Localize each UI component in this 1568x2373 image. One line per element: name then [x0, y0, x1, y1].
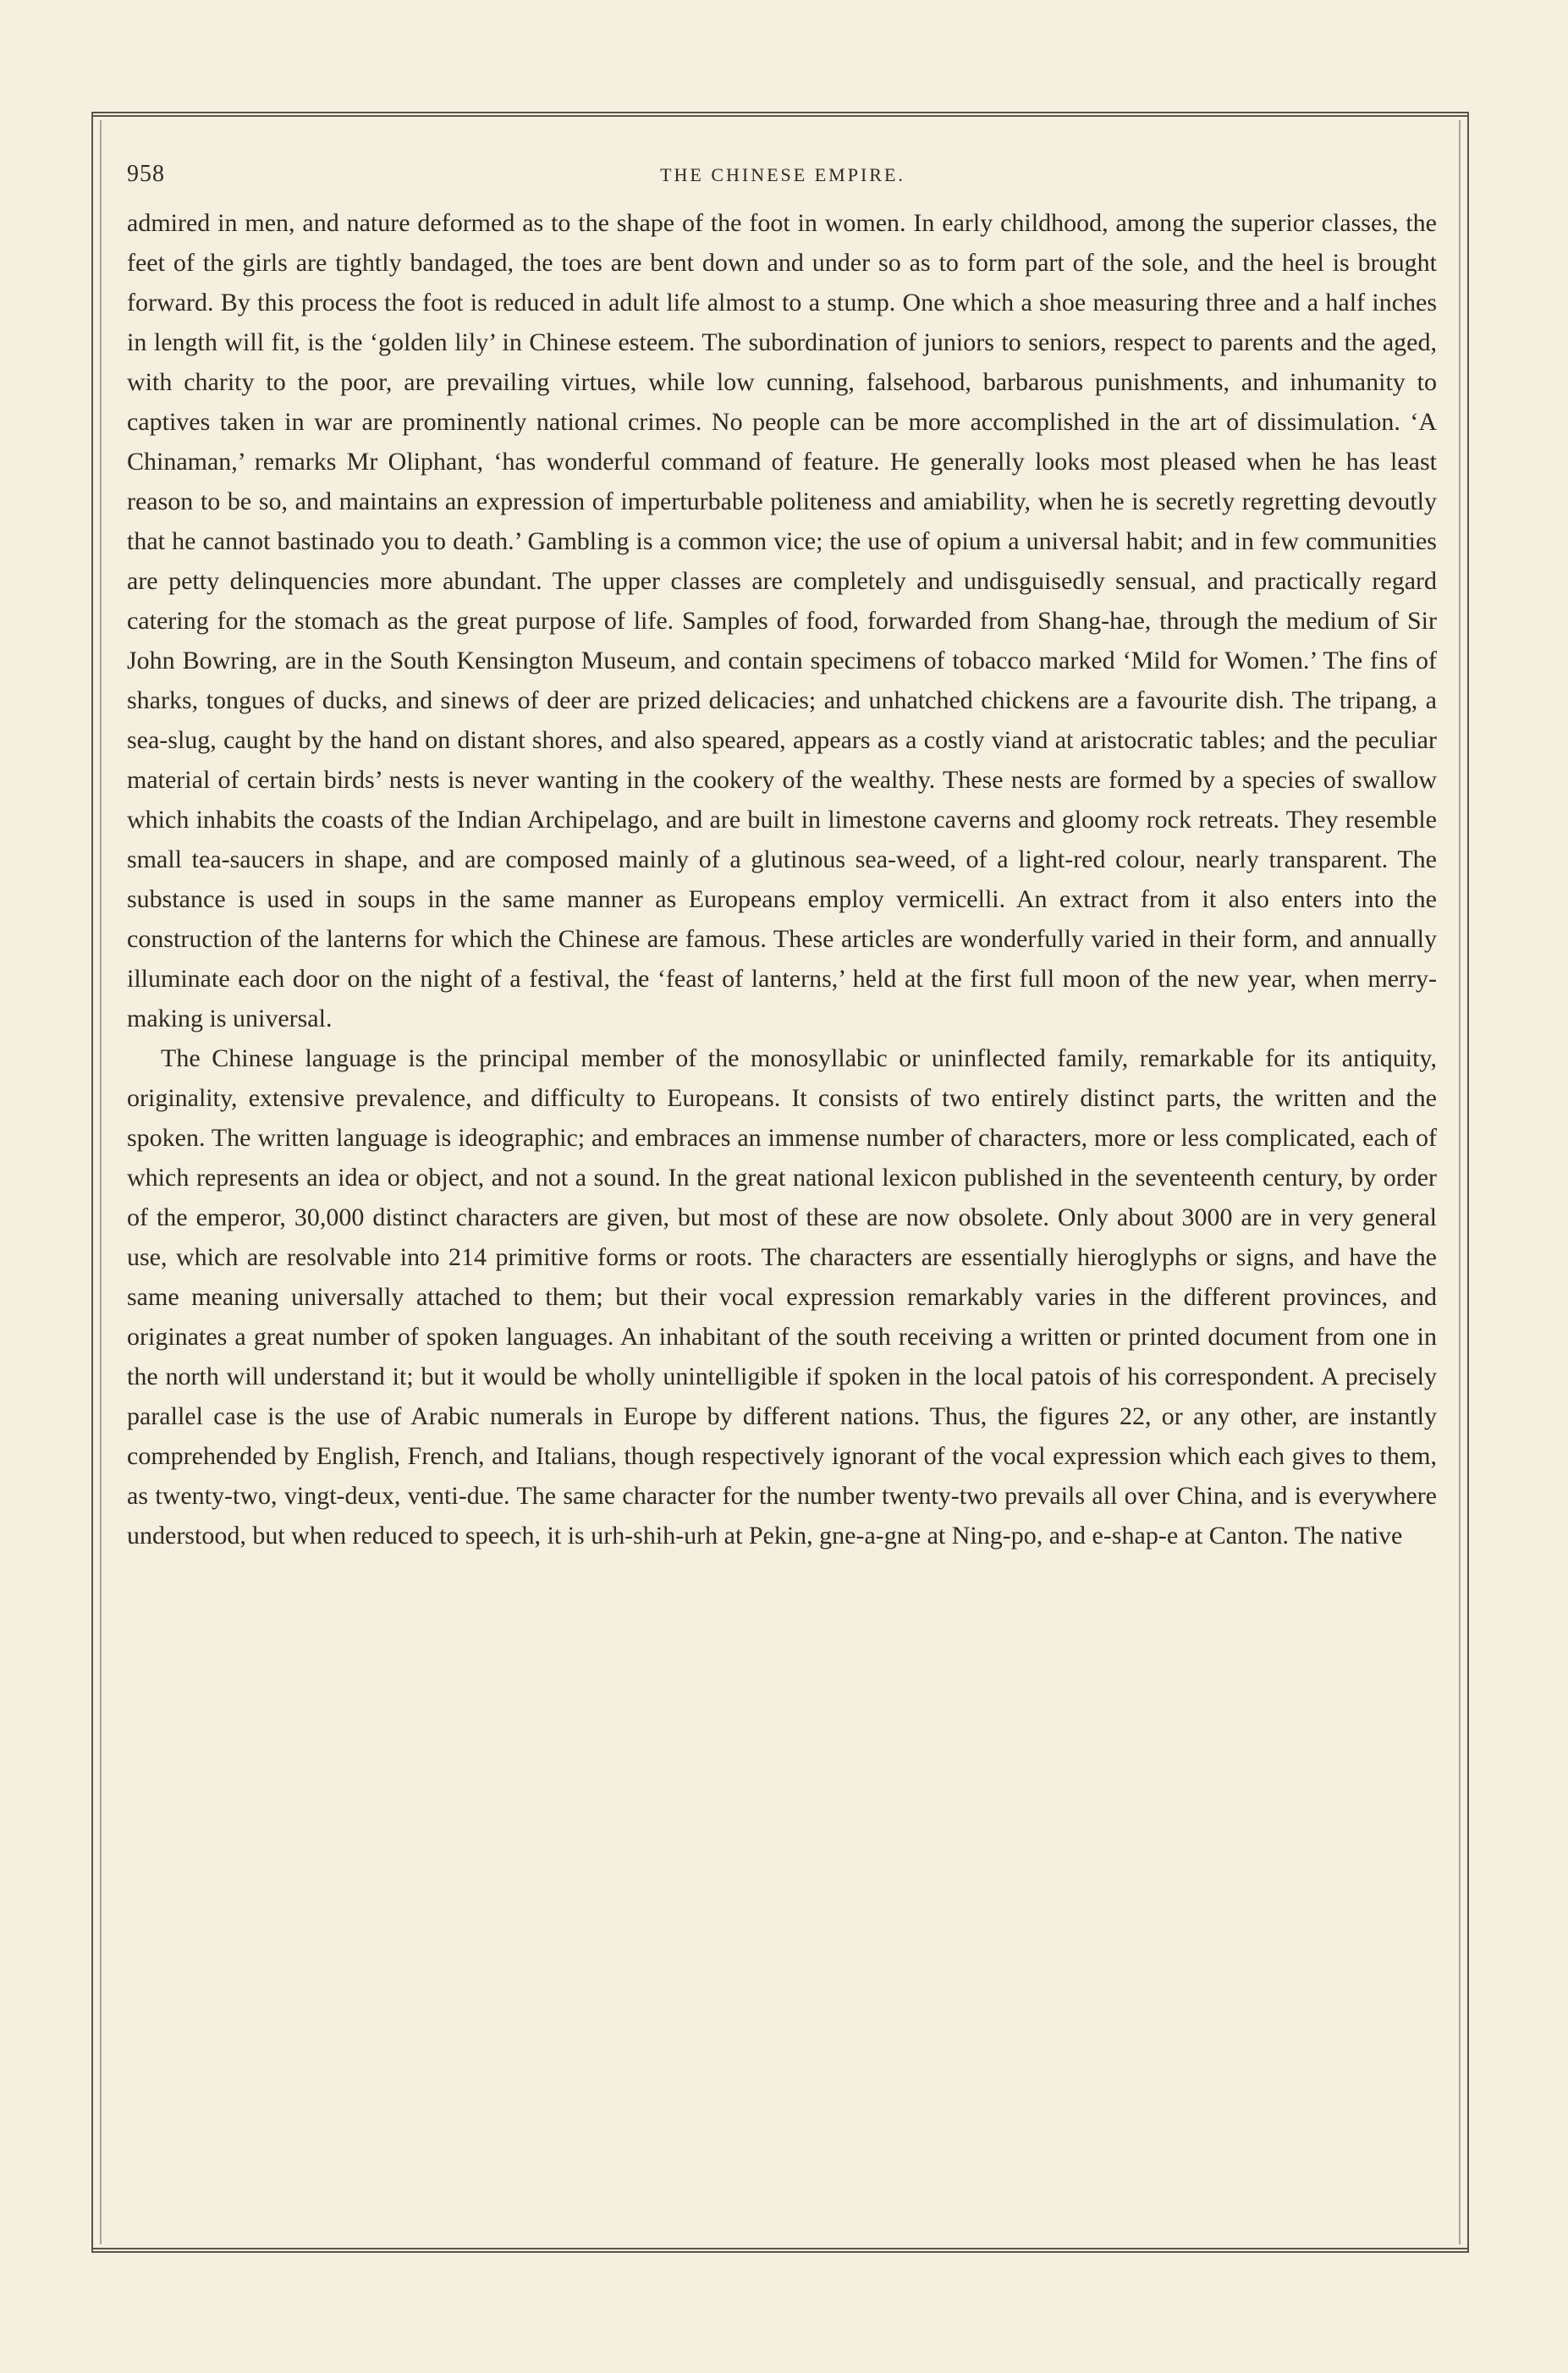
paragraph: admired in men, and nature deformed as to the shape of the foot in women. In early childhood, among the superior classes, the feet of the girls are tightly bandaged, the toes are bent down and under so as to form part of the sole, and the heel is brought forward. By this process the foot is reduced in adult life almost to a stump. One which a shoe measuring three and a half inches in length will fit, is the ‘golden lily’ in Chinese esteem. The subordination of juniors to seniors, respect to parents and the aged, with charity to the poor, are prevailing virtues, while low cunning, falsehood, barbarous punishments, and inhumanity to captives taken in war are prominently national crimes. No people can be more accomplished in the art of dissimulation. ‘A Chinaman,’ remarks Mr Oliphant, ‘has wonderful command of feature. He generally looks most pleased when he has least reason to be so, and maintains an expression of imperturbable politeness and amiability, when he is secretly regretting devoutly that he cannot bastinado you to death.’ Gambling is a common vice; the use of opium a universal habit; and in few communities are petty delinquencies more abundant. The upper classes are completely and undisguisedly sensual, and practically regard catering for the stomach as the great purpose of life. Samples of food, forwarded from Shang-hae, through the medium of Sir John Bowring, are in the South Kensington Museum, and contain specimens of tobacco marked ‘Mild for Women.’ The fins of sharks, tongues of ducks, and sinews of deer are prized delicacies; and unhatched chickens are a favourite dish. The tripang, a sea-slug, caught by the hand on distant shores, and also speared, appears as a costly viand at aristocratic tables; and the peculiar material of certain birds’ nests is never wanting in the cookery of the wealthy. These nests are formed by a species of swallow which inhabits the coasts of the Indian Archipelago, and are built in limestone caverns and gloomy rock retreats. They resemble small tea-saucers in shape, and are composed mainly of a glutinous sea-weed, of a light-red colour, nearly transparent. The substance is used in soups in the same manner as Europeans employ vermicelli. An extract from it also enters into the construction of the lanterns for which the Chinese are famous. These articles are wonderfully varied in their form, and annually illuminate each door on the night of a festival, the ‘feast of lanterns,’ held at the first full moon of the new year, when merry-making is universal.: [127, 209, 1437, 1032]
page-number: 958: [127, 161, 165, 187]
top-double-rule: [91, 112, 1469, 117]
bottom-double-rule: [91, 2248, 1469, 2253]
right-inner-rule: [1459, 120, 1461, 2244]
article-body: [127, 203, 1437, 1555]
left-inner-rule: [100, 120, 102, 2244]
running-title: THE CHINESE EMPIRE.: [660, 164, 905, 185]
page-header: [127, 161, 1439, 196]
paragraph: The Chinese language is the principal member of the monosyllabic or uninflected family, remarkable for its antiquity, originality, extensive prevalence, and difficulty to Europeans. It consists of two entirely distinct parts, the written and the spoken. The written language is ideographic; and embraces an immense number of characters, more or less complicated, each of which represents an idea or object, and not a sound. In the great national lexicon published in the seventeenth century, by order of the emperor, 30,000 distinct characters are given, but most of these are now obsolete. Only about 3000 are in very general use, which are resolvable into 214 primitive forms or roots. The characters are essentially hieroglyphs or signs, and have the same meaning universally attached to them; but their vocal expression remarkably varies in the different provinces, and originates a great number of spoken languages. An inhabitant of the south receiving a written or printed document from one in the north will understand it; but it would be wholly unintelligible if spoken in the local patois of his correspondent. A precisely parallel case is the use of Arabic numerals in Europe by different nations. Thus, the figures 22, or any other, are instantly comprehended by English, French, and Italians, though respectively ignorant of the vocal expression which each gives to them, as twenty-two, vingt-deux, venti-due. The same character for the number twenty-two prevails all over China, and is everywhere understood, but when reduced to speech, it is urh-shih-urh at Pekin, gne-a-gne at Ning-po, and e-shap-e at Canton. The native: [127, 1044, 1437, 1550]
